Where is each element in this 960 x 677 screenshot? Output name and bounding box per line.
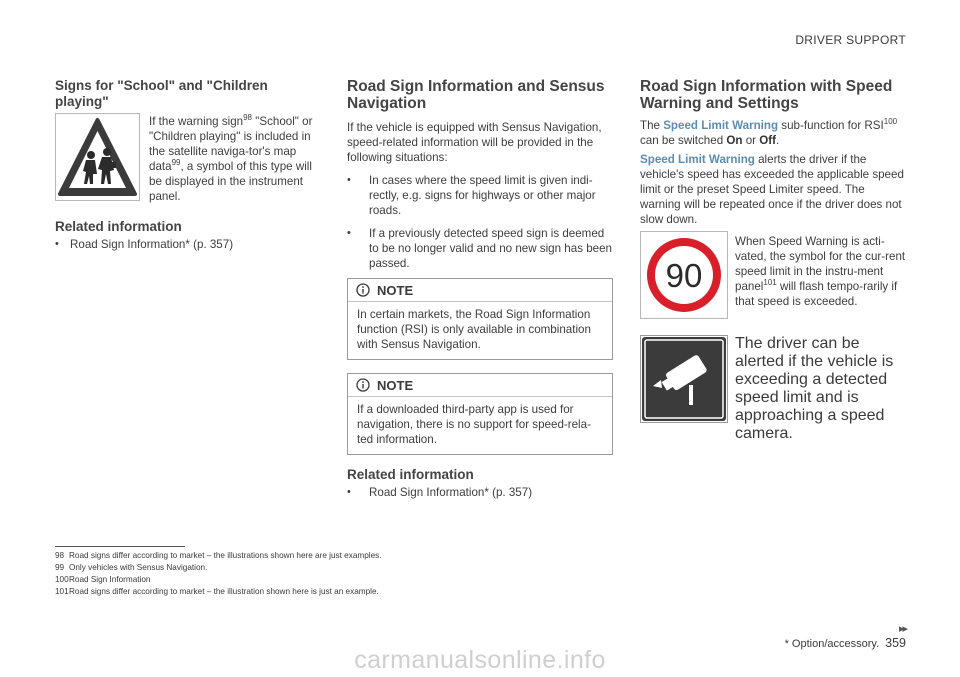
page-number: 359 [885,636,906,650]
footnote-ref-98[interactable]: 98 [243,113,252,123]
footnote-divider [55,546,185,547]
related-link-road-sign-info[interactable]: • Road Sign Information* (p. 357) [347,485,613,500]
footnote-ref-99[interactable]: 99 [171,158,181,168]
note-header [348,279,612,302]
sensus-navigation-title: Road Sign Information and Sensus Navigation [347,78,605,112]
speed-limit-sign-image [640,231,728,319]
footnote-99: 99 Only vehicles with Sensus Navigation. [55,563,208,572]
next-page-arrows-icon[interactable]: ▸▸ [898,623,906,635]
speed-warning-title: Road Sign Information with Speed Warning and Settings [640,78,893,112]
footnote-101: 101Road signs differ according to market – the illustration shown here is just an example. [55,587,379,596]
option-on: On [726,134,743,147]
column-sensus-navigation [347,78,613,271]
section-header: DRIVER SUPPORT [795,33,906,47]
speed-limit-warning-term: Speed Limit Warning [640,153,755,166]
speed-camera-paragraph: The driver can be alerted if the vehicle is exceeding a detected speed limit and is approaching a speed camera. [735,335,894,442]
sensus-intro: If the vehicle is equipped with Sensus Navigation, speed-related information will be provided in the following situations: [347,121,602,164]
speed-camera-icon [641,336,727,422]
list-item: • If a previously detected speed sign is deemed to be no longer valid and no new sign has been passed. [347,226,613,271]
info-icon [356,378,370,392]
column-speed-warning [640,78,908,227]
speed-camera-sign-image [640,335,728,423]
footnote-98: 98 Road signs differ according to market – the illustrations shown here are just examples. [55,551,382,560]
note-box-third-party-app [347,373,613,455]
watermark: carmanualsonline.info [354,646,606,674]
note-title: NOTE [377,377,414,393]
related-info-heading: Related information [347,467,474,482]
note-text: In certain markets, the Road Sign Information function (RSI) is only available in combination with Sensus Navigation. [357,308,591,351]
footnote-ref-101[interactable]: 101 [763,278,777,288]
footnote-100: 100Road Sign Information [55,575,151,584]
option-accessory-note: * Option/accessory. [784,638,880,650]
note-header [348,374,612,397]
school-signs-paragraph: If the warning sign$^{98}$ "School" or "Children playing" is included in the satellite naviga-tor's map data$^{99}$, a symbol of this type will be displayed in the instrument panel. [149,113,313,203]
note-title: NOTE [377,282,414,298]
related-info-col1 [55,219,323,252]
speed-limit-90-icon [641,232,727,318]
footnote-ref-100[interactable]: 100 [883,117,898,127]
related-info-heading: Related information [55,219,182,234]
speed-warning-intro: The Speed Limit Warning sub-function for RSI$^{100}$ can be switched On or Off. [640,117,898,147]
speed-limit-warning-term: Speed Limit Warning [663,119,779,132]
children-warning-sign-icon [56,114,139,200]
school-signs-title: Signs for "School" and "Children playing" [55,78,268,109]
column-school-signs [55,78,323,110]
related-info-col2 [347,467,613,500]
speed-sign-paragraph: When Speed Warning is acti-vated, the symbol for the cur-rent speed limit in the instru-ment panel$^{101}$ will flash tempo-rarily if that speed is exceeded. [735,235,906,308]
note-text: If a downloaded third-party app is used for navigation, there is no support for speed-rela-ted information. [357,403,591,446]
note-box-rsi-markets [347,278,613,360]
children-crossing-sign-image [55,113,140,201]
option-off: Off [759,134,776,147]
related-link-road-sign-info[interactable]: • Road Sign Information* (p. 357) [55,237,323,252]
info-icon [356,283,370,297]
speed-value-label: 90 [665,257,703,294]
list-item: • In cases where the speed limit is given indi-rectly, e.g. signs for highways or other major roads. [347,173,613,218]
speed-warning-description: Speed Limit Warning alerts the driver if the vehicle's speed has exceeded the applicable speed limit or the preset Speed Limiter speed. The warning will be repeated once if the driver does not slow down. [640,153,904,226]
